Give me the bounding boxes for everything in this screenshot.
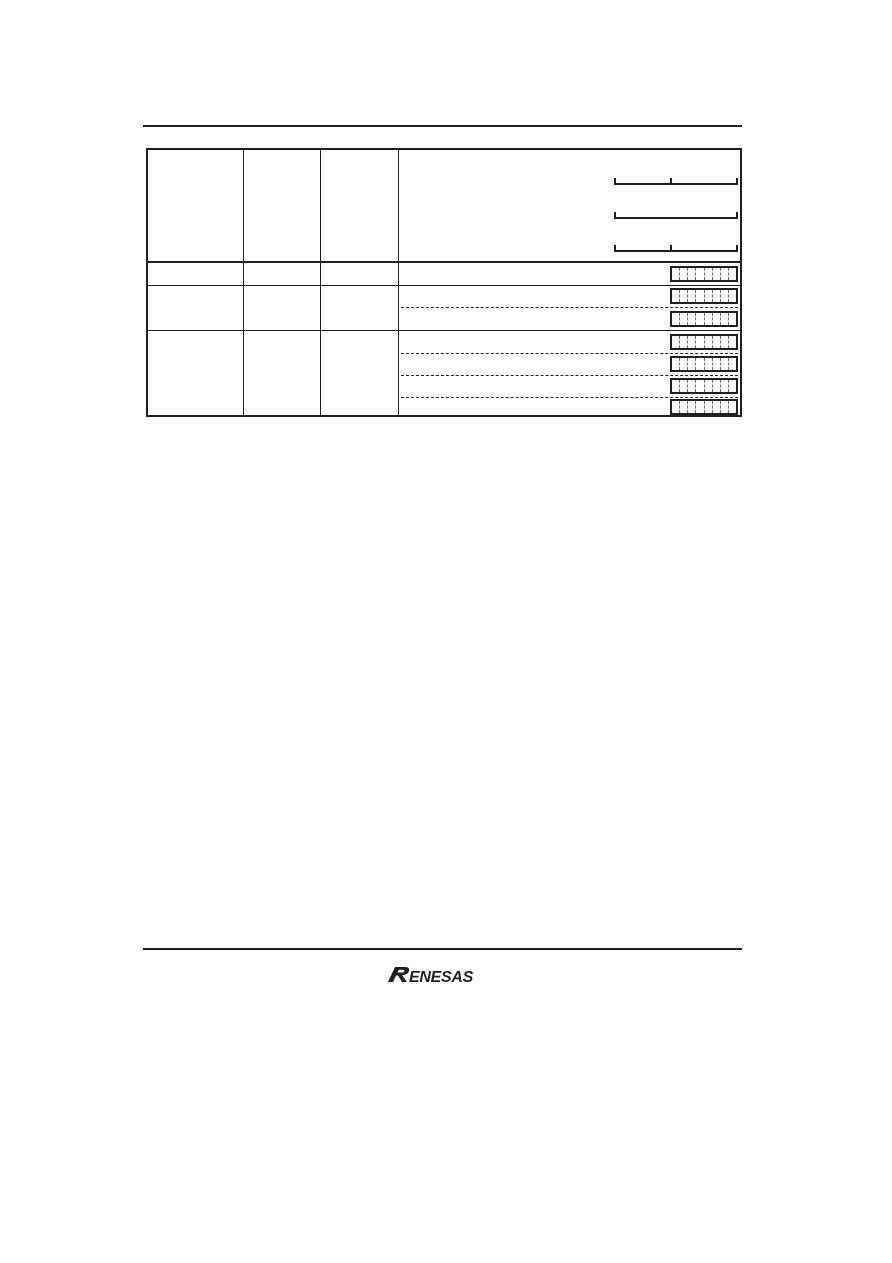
- row-separator: [401, 375, 738, 376]
- header-separator: [148, 261, 740, 263]
- svg-text:ENESAS: ENESAS: [409, 969, 473, 985]
- register-bit-box: [670, 356, 738, 372]
- group-separator: [148, 285, 740, 286]
- group-separator: [148, 330, 740, 331]
- renesas-logo: [386, 963, 500, 985]
- column-divider: [398, 150, 399, 415]
- register-bit-box: [670, 399, 738, 415]
- bit-range-bracket: [614, 178, 738, 185]
- bit-range-bracket: [614, 245, 738, 252]
- bit-range-bracket: [614, 212, 738, 219]
- column-divider: [320, 150, 321, 415]
- register-bit-box: [670, 311, 738, 327]
- register-bit-box: [670, 266, 738, 282]
- register-bit-box: [670, 288, 738, 304]
- register-table: [146, 148, 742, 417]
- register-bit-box: [670, 378, 738, 394]
- top-rule: [143, 125, 742, 127]
- row-separator: [401, 307, 738, 308]
- column-divider: [243, 150, 244, 415]
- register-bit-box: [670, 334, 738, 350]
- row-separator: [401, 353, 738, 354]
- bottom-rule: [143, 948, 742, 950]
- row-separator: [401, 397, 738, 398]
